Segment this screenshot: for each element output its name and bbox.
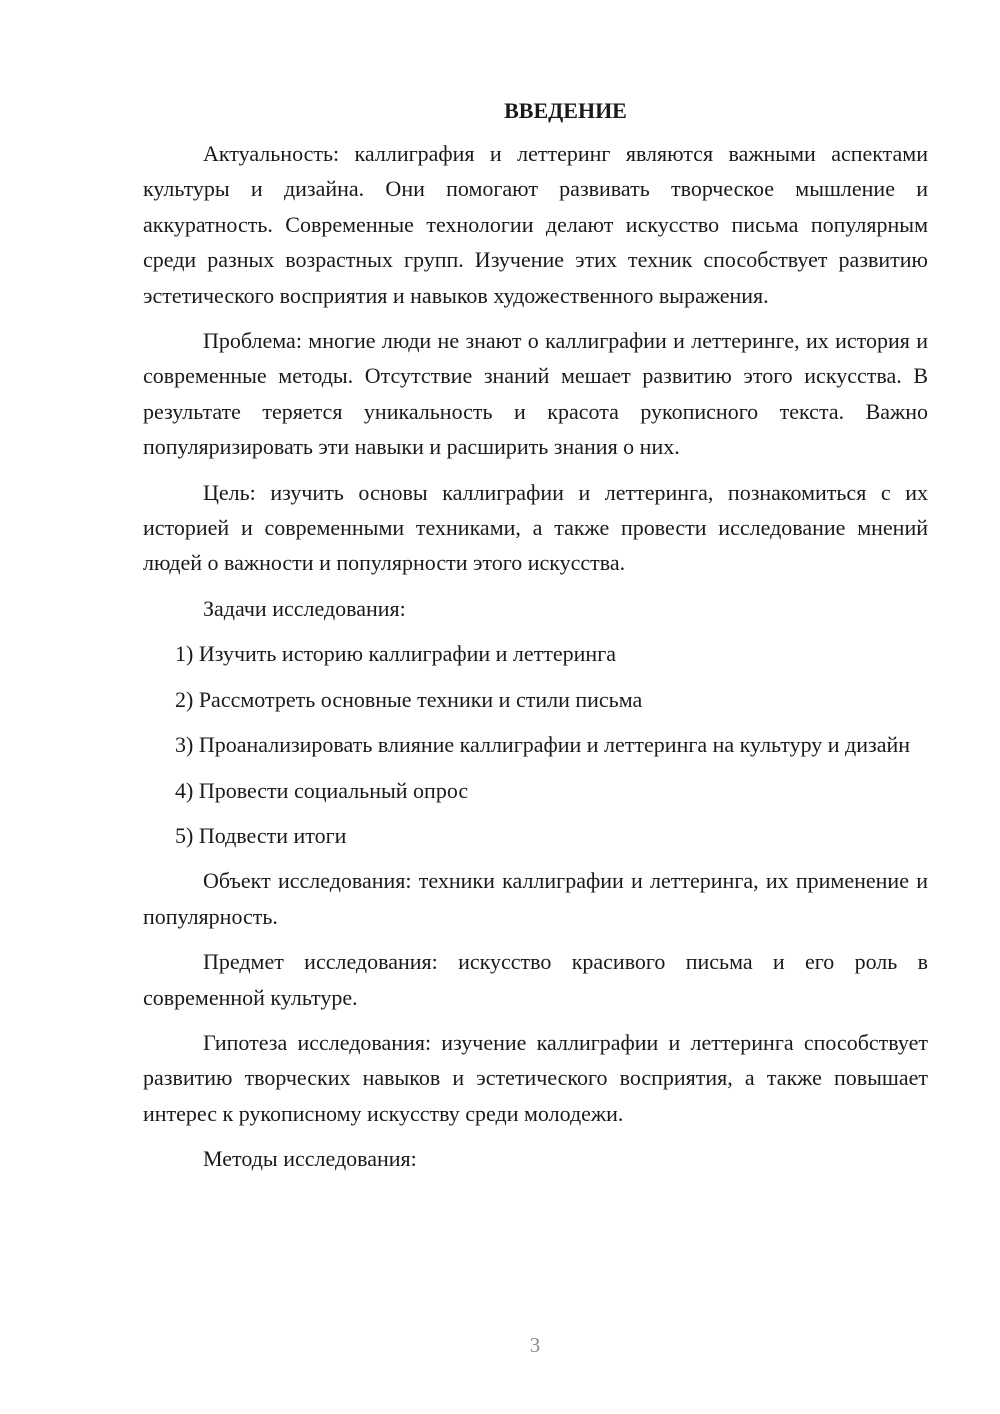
goal-paragraph: Цель: изучить основы каллиграфии и леттеринга, познакомиться с их историей и современными техниками, а также провести исследование мнений людей о важности и популярности этого искусства. — [143, 479, 928, 576]
page-content — [143, 96, 928, 1187]
tasks-title: Задачи исследования: — [203, 595, 406, 621]
section-heading: ВВЕДЕНИЕ — [504, 98, 627, 123]
task-item-3: 3) Проанализировать влияние каллиграфии и леттеринга на культуру и дизайн — [175, 732, 911, 758]
relevance-paragraph: Актуальность: каллиграфия и леттеринг являются важными аспектами культуры и дизайна. Они помогают развивать творческое мышление и аккуратность. Современные технологии делают искусство письма популярным среди разных возрастных групп. Изучение этих техник способствует развитию эстетического восприятия и навыков художественного выражения. — [143, 141, 928, 308]
task-item-4: 4) Провести социальный опрос — [175, 777, 469, 803]
task-item-1: 1) Изучить историю каллиграфии и леттеринга — [175, 641, 616, 667]
object-paragraph: Объект исследования: техники каллиграфии и леттеринга, их применение и популярность. — [143, 868, 928, 929]
task-item-5: 5) Подвести итоги — [175, 822, 347, 848]
hypothesis-paragraph: Гипотеза исследования: изучение каллиграфии и леттеринга способствует развитию творческих навыков и эстетического восприятия, а также повышает интерес к рукописному искусству среди молодежи. — [143, 1029, 928, 1126]
problem-paragraph: Проблема: многие люди не знают о каллиграфии и леттеринге, их история и современные методы. Отсутствие знаний мешает развитию этого искусства. В результате теряется уникальность и красота рукописного текста. Важно популяризировать эти навыки и расширить знания о них. — [143, 328, 928, 460]
page-number: 3 — [529, 1333, 541, 1357]
methods-title: Методы исследования: — [203, 1146, 417, 1172]
subject-paragraph: Предмет исследования: искусство красивого письма и его роль в современной культуре. — [143, 949, 928, 1010]
task-item-2: 2) Рассмотреть основные техники и стили письма — [175, 686, 643, 712]
